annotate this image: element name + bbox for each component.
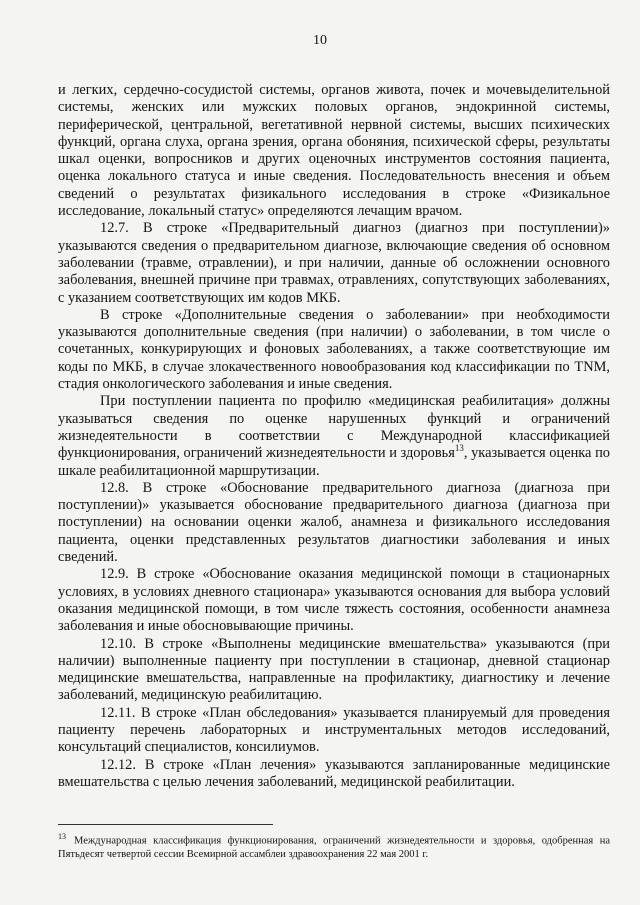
paragraph: В строке «Дополнительные сведения о заболевании» при необходимости указываются дополнительные сведения (при наличии) о заболевании, в том числе о сочетанных, конкурирующих и фоновых заболеваниях, а также соответствующие им коды по МКБ, в случае злокачественного новообразования код классификации по TNM, стадия онкологического заболевания и иные сведения. — [58, 306, 610, 393]
paragraph: 12.8. В строке «Обоснование предварительного диагноза (диагноза при поступлении)» указывается обоснование предварительного диагноза (диагноза при поступлении) на основании оценки жалоб, анамнеза и физикального исследования пациента, оценки представленных результатов диагностики заболевания и иных сведений. — [58, 479, 610, 566]
paragraph: и легких, сердечно-сосудистой системы, органов живота, почек и мочевыделительной системы, женских или мужских половых органов, эндокринной системы, периферической, центральной, вегетативной нервной системы, высших психических функций, органа слуха, органа зрения, органа обоняния, психической сферы, результаты шкал оценки, вопросников и других оценочных инструментов состояния пациента, оценка локального статуса и иные сведения. Последовательность внесения и объем сведений о результатах физикального исследования в строке «Физикальное исследование, локальный статус» определяются лечащим врачом. — [58, 82, 610, 220]
footnote-mark: 13 — [58, 832, 66, 841]
paragraph-text: При поступлении пациента по профилю «медицинская реабилитация» должны указываться сведения по оценке нарушенных функций и ограничений жизнедеятельности в соответствии с Международной классификацией функционирования, ограничений жизнедеятельности и здоровья — [58, 393, 610, 462]
paragraph: 12.9. В строке «Обоснование оказания медицинской помощи в стационарных условиях, в условиях дневного стационара» указываются основания для выбора условий оказания медицинской помощи, в том числе тяжесть состояния, особенности анамнеза заболевания и иные обосновывающие причины. — [58, 566, 610, 635]
footnote-reference[interactable]: 13 — [454, 443, 464, 454]
footnote-text: Международная классификация функционирования, ограничений жизнедеятельности и здоровья, одобренная на Пятьдесят четвертой сессии Всемирной ассамблеи здравоохранения 22 мая 2001 г. — [58, 835, 610, 860]
footnote-divider — [58, 824, 273, 825]
page-number: 10 — [313, 33, 327, 48]
footnote — [58, 830, 610, 861]
paragraph-with-footnote-ref — [58, 393, 610, 479]
paragraph-text: , указывается оценка по шкале реабилитационной маршрутизации. — [58, 445, 610, 479]
paragraph: 12.12. В строке «План лечения» указываются запланированные медицинские вмешательства с целью лечения заболеваний, медицинской реабилитации. — [58, 756, 610, 790]
paragraph: 12.11. В строке «План обследования» указывается планируемый для проведения пациенту перечень лабораторных и инструментальных методов исследований, консультаций специалистов, консилиумов. — [58, 704, 610, 756]
paragraph: 12.7. В строке «Предварительный диагноз (диагноз при поступлении)» указываются сведения о предварительном диагнозе, включающие сведения об основном заболевании (травме, отравлении), и при наличии, данные об осложнении основного заболевания, внешней причине при травмах, отравлениях, сопутствующих заболеваниях, с указанием соответствующих им кодов МКБ. — [58, 220, 610, 306]
paragraph: 12.10. В строке «Выполнены медицинские вмешательства» указываются (при наличии) выполненные пациенту при поступлении в стационар, дневной стационар медицинские вмешательства, направленные на профилактику, диагностику и лечение заболеваний, медицинскую реабилитацию. — [58, 635, 610, 704]
document-body — [58, 82, 610, 791]
